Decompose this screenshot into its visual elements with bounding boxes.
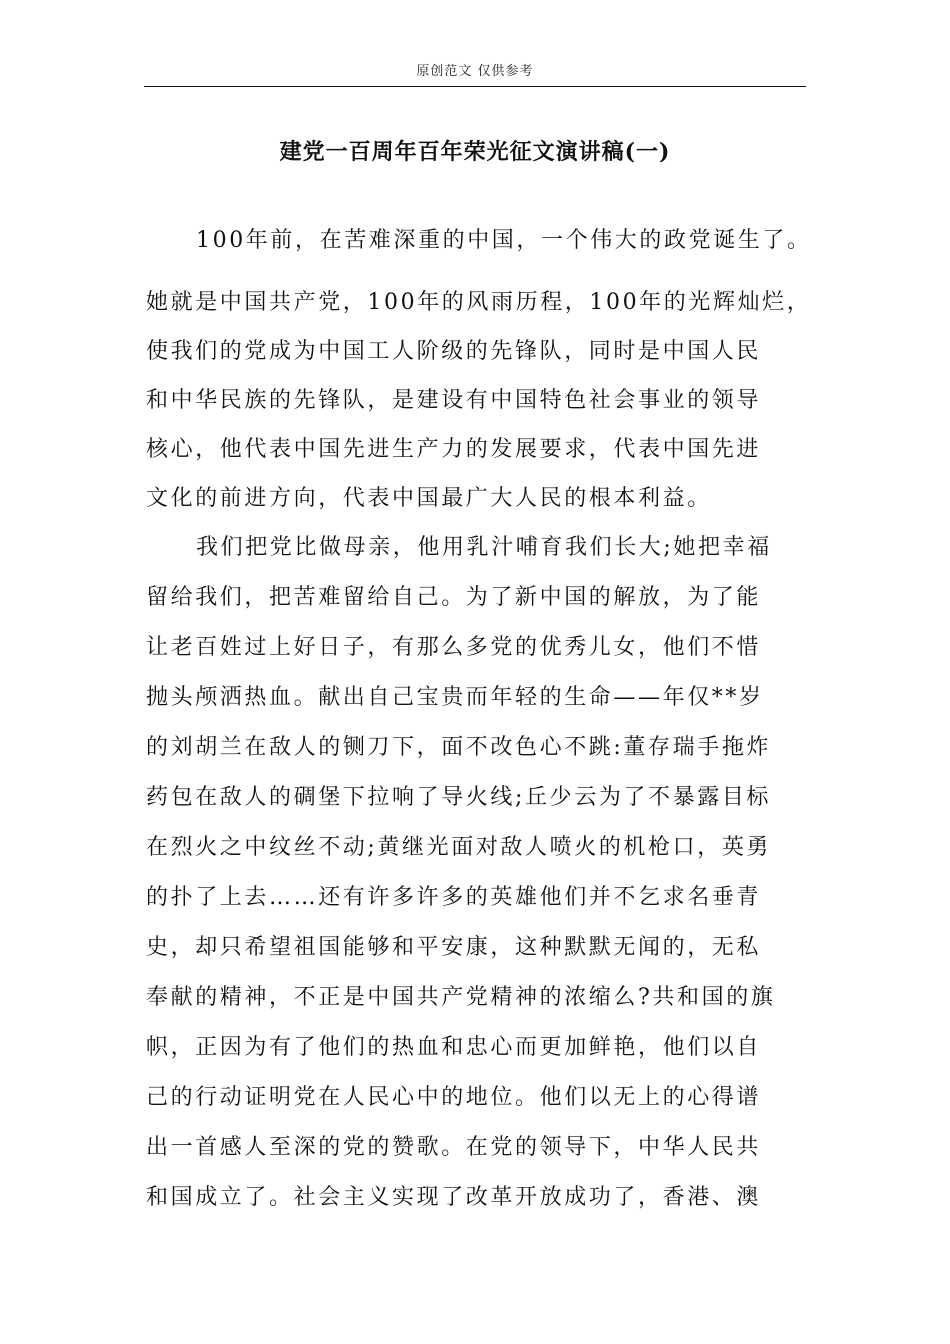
document-title: 建党一百周年百年荣光征文演讲稿(一) bbox=[279, 139, 671, 165]
body-line: 我们把党比做母亲，他用乳汁哺育我们长大;她把幸福 bbox=[196, 535, 772, 560]
body-line: 药包在敌人的碉堡下拉响了导火线;丘少云为了不暴露目标 bbox=[146, 785, 772, 810]
body-line: 在烈火之中纹丝不动;黄继光面对敌人喷火的机枪口，英勇 bbox=[146, 835, 772, 860]
body-line: 使我们的党成为中国工人阶级的先锋队，同时是中国人民 bbox=[146, 339, 762, 364]
body-line: 帜，正因为有了他们的热血和忠心而更加鲜艳，他们以自 bbox=[146, 1035, 762, 1060]
body-line: 抛头颅洒热血。献出自己宝贵而年轻的生命——年仅**岁 bbox=[146, 685, 764, 710]
body-line: 史，却只希望祖国能够和平安康，这种默默无闻的，无私 bbox=[146, 935, 762, 960]
body-line: 的刘胡兰在敌人的铡刀下，面不改色心不跳:董存瑞手拖炸 bbox=[146, 735, 772, 760]
body-line: 和中华民族的先锋队，是建设有中国特色社会事业的领导 bbox=[146, 388, 762, 413]
body-line: 的扑了上去……还有许多许多的英雄他们并不乞求名垂青 bbox=[146, 885, 762, 910]
body-line: 文化的前进方向，代表中国最广大人民的根本利益。 bbox=[146, 486, 712, 511]
body-line: 己的行动证明党在人民心中的地位。他们以无上的心得谱 bbox=[146, 1085, 762, 1110]
body-line: 核心，他代表中国先进生产力的发展要求，代表中国先进 bbox=[146, 437, 762, 462]
body-line: 奉献的精神，不正是中国共产党精神的浓缩么?共和国的旗 bbox=[146, 985, 776, 1010]
body-line: 出一首感人至深的党的赞歌。在党的领导下，中华人民共 bbox=[146, 1135, 762, 1160]
body-line: 让老百姓过上好日子，有那么多党的优秀儿女，他们不惜 bbox=[146, 635, 762, 660]
body-line: 留给我们，把苦难留给自己。为了新中国的解放，为了能 bbox=[146, 585, 762, 610]
body-line: 她就是中国共产党，100年的风雨历程，100年的光辉灿烂， bbox=[146, 290, 812, 315]
body-line: 和国成立了。社会主义实现了改革开放成功了，香港、澳 bbox=[146, 1185, 762, 1210]
page-header: 原创范文 仅供参考 bbox=[416, 64, 534, 79]
header-divider bbox=[144, 86, 806, 87]
body-line: 100年前，在苦难深重的中国，一个伟大的政党诞生了。 bbox=[196, 228, 812, 253]
